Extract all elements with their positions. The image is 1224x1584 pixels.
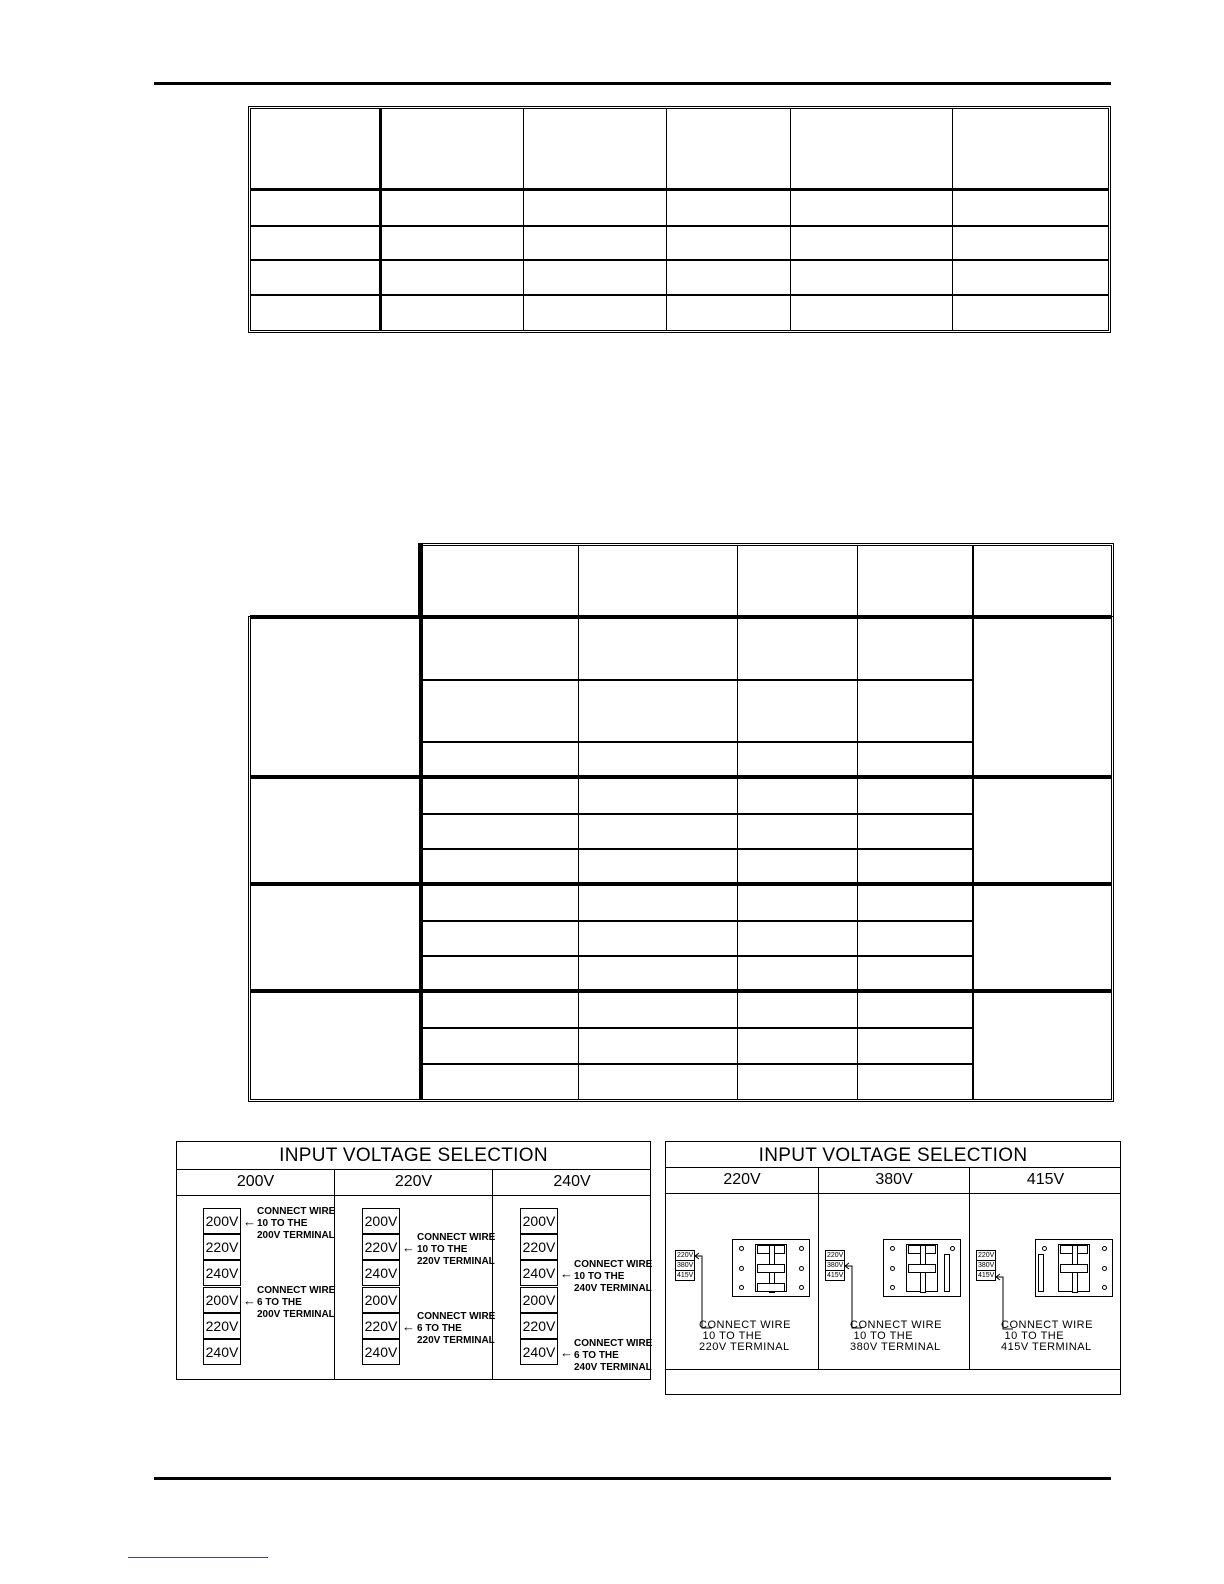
terminal-200v: 200V: [203, 1208, 241, 1234]
wire-note: CONNECT WIRE 6 TO THE 200V TERMINAL: [257, 1285, 336, 1320]
terminal-200v: 200V: [362, 1287, 400, 1313]
diagram-title: INPUT VOLTAGE SELECTION: [279, 1145, 548, 1166]
terminal-200v: 200V: [520, 1287, 558, 1313]
header-rule: [154, 82, 1111, 85]
diagram-title: INPUT VOLTAGE SELECTION: [758, 1145, 1028, 1166]
wire-note: CONNECT WIRE 10 TO THE 380V TERMINAL: [850, 1319, 942, 1353]
wire-note: CONNECT WIRE 6 TO THE 240V TERMINAL: [574, 1338, 653, 1373]
terminal-240v: 240V: [203, 1339, 241, 1365]
column-label-380v: 380V: [875, 1171, 913, 1188]
terminal-240v: 240V: [203, 1260, 241, 1286]
wire-note: CONNECT WIRE 10 TO THE 200V TERMINAL: [257, 1206, 336, 1241]
terminal-200v: 200V: [362, 1208, 400, 1234]
transformer-terminal-block: [1035, 1239, 1113, 1297]
wire-note: CONNECT WIRE 10 TO THE 220V TERMINAL: [699, 1319, 791, 1353]
arrow-icon: ←: [243, 1293, 256, 1308]
input-voltage-diagram-three: [665, 1141, 1121, 1395]
terminal-200v: 200V: [203, 1287, 241, 1313]
terminal-strip: 220V 380V 415V: [677, 1252, 694, 1279]
transformer-terminal-block: [883, 1239, 961, 1297]
wire-note: CONNECT WIRE 10 TO THE 240V TERMINAL: [574, 1259, 653, 1294]
arrow-icon: ←: [243, 1214, 256, 1229]
arrow-icon: ←: [402, 1240, 415, 1255]
footer-rule: [154, 1477, 1111, 1480]
input-voltage-diagram-single: [176, 1141, 651, 1380]
terminal-240v: 240V: [362, 1339, 400, 1365]
column-label-200v: 200V: [236, 1173, 275, 1190]
terminal-220v: 220V: [203, 1234, 241, 1260]
column-label-220v: 220V: [394, 1173, 433, 1190]
arrow-icon: ←: [560, 1266, 573, 1281]
terminal-220v: 220V: [520, 1313, 558, 1339]
wire-note: CONNECT WIRE 10 TO THE 220V TERMINAL: [417, 1232, 496, 1267]
terminal-240v: 240V: [520, 1339, 558, 1365]
terminal-strip: 220V 380V 415V: [827, 1252, 844, 1279]
footer-link-underline: [128, 1557, 268, 1558]
transformer-terminal-block: [732, 1239, 810, 1297]
arrow-icon: ←: [560, 1345, 573, 1360]
terminal-strip: 220V 380V 415V: [978, 1252, 995, 1279]
column-label-415v: 415V: [1026, 1171, 1065, 1188]
terminal-240v: 240V: [520, 1260, 558, 1286]
terminal-220v: 220V: [203, 1313, 241, 1339]
wire-note: CONNECT WIRE 10 TO THE 415V TERMINAL: [1001, 1319, 1093, 1353]
column-label-240v: 240V: [553, 1173, 591, 1190]
wire-note: CONNECT WIRE 6 TO THE 220V TERMINAL: [417, 1311, 496, 1346]
arrow-icon: ←: [402, 1319, 415, 1334]
terminal-200v: 200V: [520, 1208, 558, 1234]
terminal-240v: 240V: [362, 1260, 400, 1286]
terminal-220v: 220V: [520, 1234, 558, 1260]
terminal-220v: 220V: [362, 1313, 400, 1339]
terminal-220v: 220V: [362, 1234, 400, 1260]
column-label-220v: 220V: [723, 1171, 761, 1188]
